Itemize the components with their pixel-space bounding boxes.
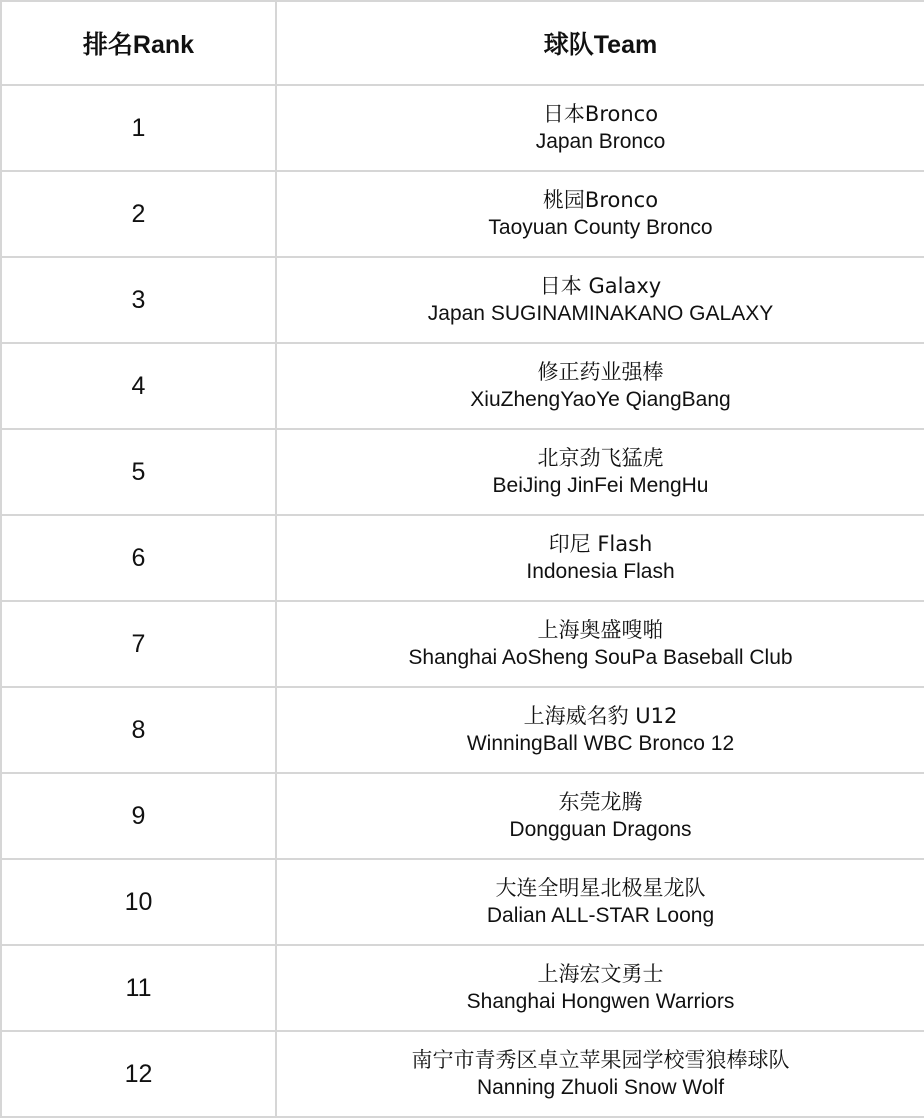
- team-name-chinese: 南宁市青秀区卓立苹果园学校雪狼棒球队: [411, 1048, 790, 1072]
- team-cell: [276, 171, 924, 257]
- team-cell: [276, 515, 924, 601]
- rank-cell: 7: [1, 601, 276, 687]
- team-name-english: Dongguan Dragons: [509, 818, 692, 841]
- team-cell: [276, 945, 924, 1031]
- rank-cell: 1: [1, 85, 276, 171]
- team-name-chinese: 印尼 Flash: [548, 532, 653, 556]
- team-cell: [276, 85, 924, 171]
- team-cell: [276, 773, 924, 859]
- rank-column-header: 排名Rank: [1, 1, 276, 85]
- header-row: [1, 1, 924, 85]
- rank-cell: 5: [1, 429, 276, 515]
- table-row: [1, 859, 924, 945]
- team-name-chinese: 日本Bronco: [542, 102, 659, 126]
- rank-cell: 6: [1, 515, 276, 601]
- team-name-english: Dalian ALL-STAR Loong: [486, 904, 715, 927]
- rank-cell: 12: [1, 1031, 276, 1117]
- team-cell: [276, 687, 924, 773]
- team-name-chinese: 日本 Galaxy: [539, 274, 662, 298]
- team-name-chinese: 大连全明星北极星龙队: [495, 876, 706, 900]
- team-cell: [276, 343, 924, 429]
- team-name-english: Indonesia Flash: [526, 560, 675, 583]
- team-name-chinese: 桃园Bronco: [542, 188, 659, 212]
- team-name-chinese: 上海宏文勇士: [537, 962, 664, 986]
- table-row: [1, 1031, 924, 1117]
- team-name-english: Shanghai Hongwen Warriors: [466, 990, 735, 1013]
- team-column-header: 球队Team: [276, 1, 924, 85]
- table-row: [1, 343, 924, 429]
- team-cell: [276, 859, 924, 945]
- table-row: [1, 429, 924, 515]
- team-name-chinese: 上海奥盛嗖啪: [537, 618, 664, 642]
- table-row: [1, 171, 924, 257]
- rank-cell: 3: [1, 257, 276, 343]
- team-cell: [276, 601, 924, 687]
- team-name-chinese: 北京劲飞猛虎: [537, 446, 664, 470]
- team-name-english: BeiJing JinFei MengHu: [492, 474, 709, 497]
- team-name-english: Taoyuan County Bronco: [488, 216, 713, 239]
- table-row: [1, 257, 924, 343]
- rank-cell: 8: [1, 687, 276, 773]
- team-cell: [276, 257, 924, 343]
- team-name-english: WinningBall WBC Bronco 12: [466, 732, 735, 755]
- table-row: [1, 687, 924, 773]
- team-name-english: Nanning Zhuoli Snow Wolf: [476, 1076, 725, 1099]
- team-name-chinese: 修正药业强棒: [537, 360, 664, 384]
- table-row: [1, 85, 924, 171]
- team-name-chinese: 东莞龙腾: [558, 790, 643, 814]
- team-name-english: Japan Bronco: [535, 130, 666, 153]
- team-cell: [276, 1031, 924, 1117]
- table-row: [1, 945, 924, 1031]
- rank-cell: 4: [1, 343, 276, 429]
- team-name-english: Shanghai AoSheng SouPa Baseball Club: [408, 646, 793, 669]
- rank-cell: 2: [1, 171, 276, 257]
- table-row: [1, 515, 924, 601]
- rank-cell: 11: [1, 945, 276, 1031]
- table-row: [1, 601, 924, 687]
- team-name-chinese: 上海威名豹 U12: [523, 704, 678, 728]
- rank-cell: 10: [1, 859, 276, 945]
- team-name-english: Japan SUGINAMINAKANO GALAXY: [427, 302, 774, 325]
- team-cell: [276, 429, 924, 515]
- team-name-english: XiuZhengYaoYe QiangBang: [470, 388, 731, 411]
- rank-cell: 9: [1, 773, 276, 859]
- table-row: [1, 773, 924, 859]
